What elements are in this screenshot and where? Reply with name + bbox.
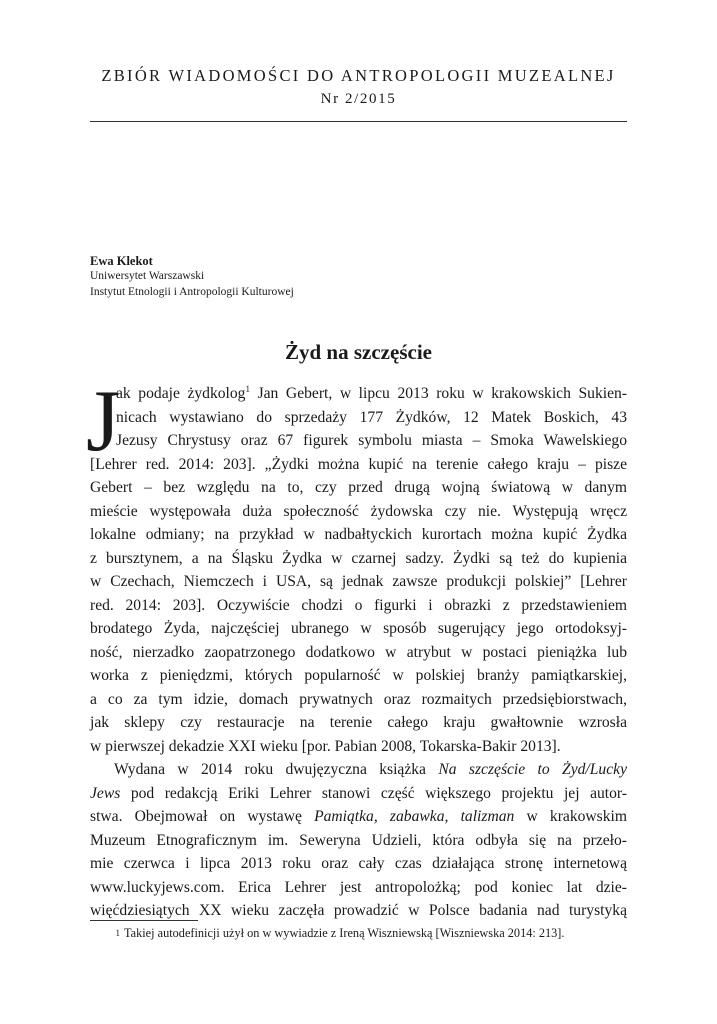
footnote-text: Takiej autodefinicji użył on w wywiadzie z Ireną Wiszniewską [Wiszniewska 2014: 213].	[124, 926, 565, 940]
text-line: w pierwszej dekadzie XXI wieku [por. Pabian 2008, Tokarska-Bakir 2013].	[90, 737, 561, 755]
text-line: nicach wystawiano do sprzedaży 177 Żydków, 12 Matek Boskich, 43	[116, 408, 627, 426]
text-line: worka z pieniędzmi, których popularność w polskiej branży pamiątkarskiej,	[90, 667, 627, 684]
journal-header	[90, 66, 627, 108]
affiliation-university: Uniwersytet Warszawski	[90, 270, 205, 282]
issue-number: Nr 2/2015	[320, 91, 397, 107]
book-title: Jews	[90, 784, 121, 802]
text-line: jak sklepy czy restauracje na terenie całego kraju gwałtownie wzrosła	[90, 714, 627, 731]
text-line: w Czechach, Niemczech i USA, są jednak zawsze produkcji polskiej” [Lehrer	[90, 573, 627, 590]
text-line	[90, 758, 627, 782]
footnote-rule	[90, 920, 198, 921]
drop-cap: J	[86, 373, 121, 470]
text-segment: pod redakcją Eriki Lehrer stanowi część większego projektu jej autor-	[120, 784, 627, 802]
footnote-number: 1	[115, 928, 120, 938]
text-line	[90, 782, 627, 806]
text-line	[90, 382, 627, 406]
text-line: [Lehrer red. 2014: 203]. „Żydki można kupić na terenie całego kraju – pisze	[90, 455, 627, 473]
article-body	[86, 373, 627, 923]
text-line: a co za tym idzie, domach prywatnych oraz rozmaitych przedsiębiorstwach,	[90, 690, 627, 708]
journal-title: ZBIÓR WIADOMOŚCI DO ANTROPOLOGII MUZEALNEJ	[101, 66, 616, 85]
text-segment: w krakowskim	[514, 808, 627, 825]
author-name: Ewa Klekot	[90, 254, 153, 268]
text-line: Gebert – bez względu na to, czy przed drugą wojną światową w danym	[90, 479, 627, 496]
text-segment: Jan Gebert, w lipcu 2013 roku w krakowskich Sukien-	[249, 385, 627, 402]
text-segment: Wydana w 2014 roku dwujęzyczna książka	[114, 761, 439, 778]
text-segment: ak podaje żydkolog	[116, 385, 246, 402]
text-line	[90, 805, 627, 829]
text-line: mie czerwca i lipca 2013 roku oraz cały czas działająca stronę internetową	[90, 855, 627, 872]
text-line: red. 2014: 203]. Oczywiście chodzi o figurki i obrazki z przedstawieniem	[90, 596, 627, 614]
footnote-reference[interactable]: 1	[245, 383, 250, 394]
text-line: więćdziesiątych XX wieku zaczęła prowadzić w Polsce badania nad turystyką	[90, 902, 627, 919]
article-title: Żyd na szczęście	[285, 340, 432, 364]
text-segment: stwa. Obejmował on wystawę	[90, 808, 315, 825]
text-line: Muzeum Etnograficznym im. Seweryna Udzieli, która odbyła się na przeło-	[90, 831, 627, 849]
affiliation-institute: Instytut Etnologii i Antropologii Kulturowej	[90, 285, 294, 298]
text-line: brodatego Żyda, najczęściej ubranego w sposób sugerujący jego ortodoksyj-	[90, 620, 627, 637]
exhibition-title: Pamiątka, zabawka, talizman	[314, 808, 515, 825]
text-line: Jezusy Chrystusy oraz 67 figurek symbolu miasta – Smoka Wawelskiego	[116, 432, 627, 449]
text-line: mieście występowała duża społeczność żydowska czy nie. Występują wręcz	[90, 502, 627, 520]
text-line: ność, nierzadko zaopatrzonego dodatkowo w atrybut w postaci pieniążka lub	[90, 643, 627, 661]
text-line: www.luckyjews.com. Erica Lehrer jest antropolożką; pod koniec lat dzie-	[90, 878, 627, 896]
book-title: Na szczęście to Żyd/Lucky	[438, 761, 627, 778]
header-rule	[90, 121, 627, 122]
footnote	[90, 925, 627, 941]
text-line: z bursztynem, a na Śląsku Żydka w czarnej sadzy. Żydki są też do kupienia	[90, 549, 627, 567]
text-line: lokalne odmiany; na przykład w nadbałtyckich kurortach można kupić Żydka	[90, 526, 627, 543]
author-block	[90, 253, 294, 300]
